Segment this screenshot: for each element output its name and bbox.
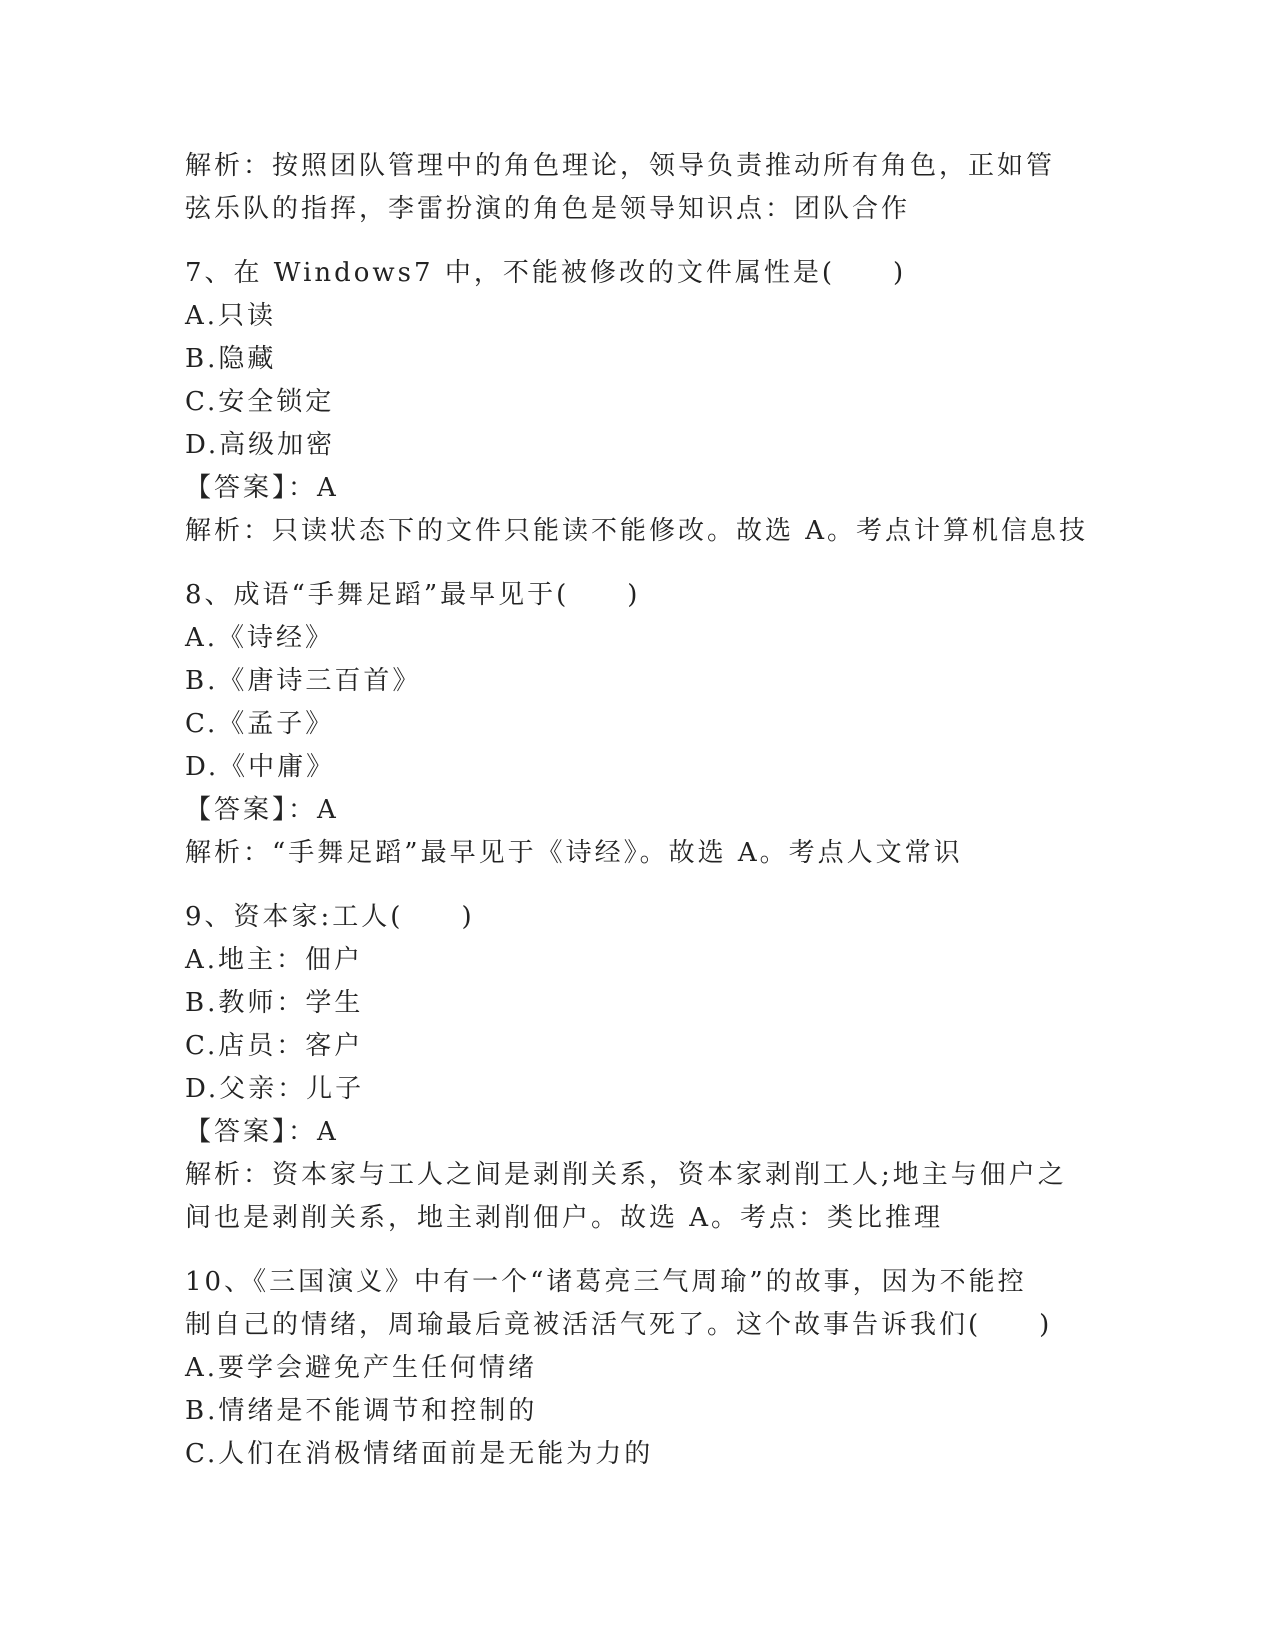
option-a: A.地主：佃户 (185, 945, 364, 975)
explanation-line: 解析：只读状态下的文件只能读不能修改。故选 A。考点计算机信息技 (185, 516, 1089, 546)
answer-line: 【答案】：A (185, 795, 339, 825)
question-9 (185, 896, 1085, 1240)
option-b: B.教师：学生 (185, 988, 364, 1018)
explanation-line: 解析：按照团队管理中的角色理论，领导负责推动所有角色，正如管 (185, 151, 1056, 181)
answer-line: 【答案】：A (185, 1117, 339, 1147)
question-10 (185, 1261, 1085, 1476)
document-page (185, 145, 1089, 1476)
explanation-line: 间也是剥削关系，地主剥削佃户。故选 A。考点：类比推理 (185, 1203, 944, 1233)
option-c: C.人们在消极情绪面前是无能为力的 (185, 1439, 654, 1469)
option-a: A.《诗经》 (185, 623, 335, 653)
question-stem: 7、在 Windows7 中，不能被修改的文件属性是( ) (185, 258, 907, 288)
explanation-line: 解析：资本家与工人之间是剥削关系，资本家剥削工人;地主与佃户之 (185, 1160, 1067, 1190)
explanation-q6 (185, 145, 1085, 231)
option-b: B.隐藏 (185, 344, 277, 374)
answer-line: 【答案】：A (185, 473, 339, 503)
option-a: A.只读 (185, 301, 277, 331)
question-7 (185, 252, 1089, 553)
option-d: D.高级加密 (185, 430, 336, 460)
question-stem: 制自己的情绪，周瑜最后竟被活活气死了。这个故事告诉我们( ) (185, 1310, 1053, 1340)
option-a: A.要学会避免产生任何情绪 (185, 1353, 538, 1383)
explanation-line: 解析：“手舞足蹈”最早见于《诗经》。故选 A。考点人文常识 (185, 838, 963, 868)
option-d: D.《中庸》 (185, 752, 336, 782)
option-d: D.父亲：儿子 (185, 1074, 365, 1104)
option-c: C.《孟子》 (185, 709, 335, 739)
option-b: B.《唐诗三百首》 (185, 666, 422, 696)
option-b: B.情绪是不能调节和控制的 (185, 1396, 538, 1426)
question-8 (185, 574, 1085, 875)
question-stem: 9、资本家:工人( ) (185, 902, 475, 932)
question-stem: 8、成语“手舞足蹈”最早见于( ) (185, 580, 641, 610)
option-c: C.店员：客户 (185, 1031, 364, 1061)
question-stem: 10、《三国演义》中有一个“诸葛亮三气周瑜”的故事，因为不能控 (185, 1267, 1027, 1297)
explanation-line: 弦乐队的指挥，李雷扮演的角色是领导知识点：团队合作 (185, 194, 911, 224)
option-c: C.安全锁定 (185, 387, 335, 417)
